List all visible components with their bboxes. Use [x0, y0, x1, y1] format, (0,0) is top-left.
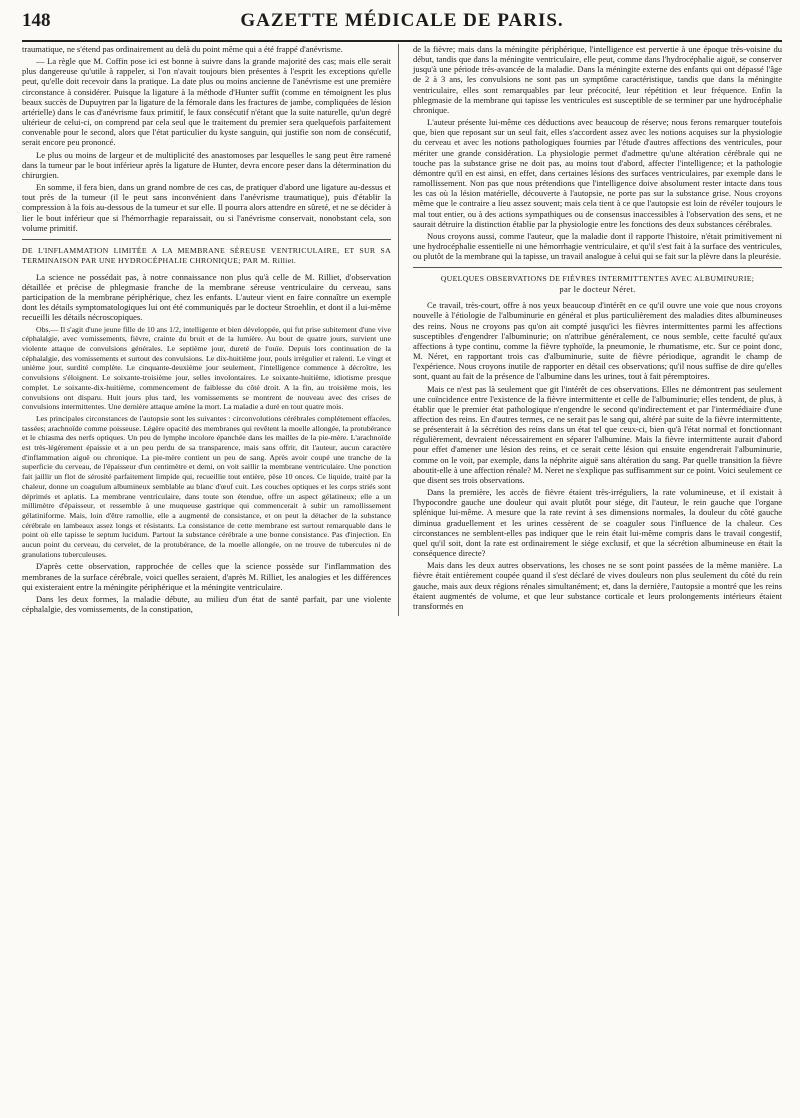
article-discussion: [22, 561, 391, 614]
paragraph: L'auteur présente lui-même ces déductions avec beaucoup de réserve; nous ferons remarquer toutefois que, bien que reposant sur un seul fait, elles s'accordent assez avec les notions acquises sur la physiologie du cerveau et avec les notions pathologiques fournies par l'étude d'autres affections des ventricules, pour mériter une grande considération. La physiologie permet d'admettre qu'une altération cérébrale qui ne touche pas la substance grise ne doit pas, au moins tout d'abord, affecter l'intelligence; et la pathologie démontre qu'il en est ainsi, en effet, dans certaines lésions des surfaces ventriculaires, par exemple dans le ramollissement. Non pas que nous prétendions que l'intelligence doive absolument rester intacte dans tous les cas où la lésion matérielle, découverte à l'autopsie, ne porte pas sur la substance grise. Nous croyons même que le contraire a lieu assez souvent; mais cela tient à ce que l'autopsie est loin de révéler toujours le mal tout entier, ou à des actions sympathiques ou de consensus inaccessibles à l'observation des sens, et ne saurait détruire la distinction établie par la physiologie entre les fonctions des deux substances cérébrales.: [413, 117, 782, 229]
paragraph: traumatique, ne s'étend pas ordinairement au delà du point même qui a été frappé d'anévrisme.: [22, 44, 343, 54]
article-author: par le docteur Néret.: [559, 284, 636, 295]
paragraph: Nous croyons aussi, comme l'auteur, que la maladie dont il rapporte l'histoire, n'était primitivement ni une hydrocéphalie essentielle ni une hémorrhagie ventriculaire, et qu'il s'est fait à la surface des ventricules, ou plutôt de la membrane qui la tapisse, un travail analogue à celui qui se fait sur la plèvre dans la pleurésie.: [413, 230, 782, 262]
paragraph: Le plus ou moins de largeur et de multiplicité des anastomoses par lesquelles le sang peut être ramené dans la tumeur par le bout inférieur après la ligature de Hunter, devra encore peser dans la détermination du chirurgien.: [22, 149, 391, 180]
paragraph: — La règle que M. Coffin pose ici est bonne à suivre dans la grande majorité des cas; mais elle serait plus dangereuse qu'utile à rappeler, si l'on n'avait toujours bien présentes à l'esprit les exceptions qu'elle peut, qu'elle doit recevoir dans la pratique. La date plus ou moins ancienne de l'anévrisme est une première circonstance à considérer. Puisque la ligature à la méthode d'Hunter suffit (comme en témoignent les plus beaux succès de Dupuytren par la ligature de la fémorale dans les fractures de jambe, compliquées de lésion artérielle) dans le cas d'anévrisme faux primitif, le faux consécutif n'étant que la suite naturelle, qu'un degré ultérieur de celui-ci, on comprend par cela seul que le traitement du premier sera quelquefois parfaitement convenable pour le second, alors que l'état particulier du kyste sanguin, qui justifie son nom de consécutif, serait encore peu prononcé.: [22, 56, 391, 148]
article-intro: [22, 272, 391, 323]
journal-title: GAZETTE MÉDICALE DE PARIS.: [240, 10, 564, 31]
header-rule: [22, 40, 782, 42]
page-number: 148: [22, 10, 51, 31]
paragraph: La science ne possédait pas, à notre connaissance non plus qu'à celle de M. Rilliet, d'observation détaillée et précise de phlegmasie franche de la membrane séreuse ventriculaire du cerveau, sans participation de la membrane périphérique, chez les enfants. L'auteur vient en faire connaître un exemple dont les détails symptomatologiques lui ont été communiqués par le docteur Stroehlin, et dont il a lui-même recueilli les détails nécroscopiques.: [22, 271, 391, 323]
paragraph: de la fièvre; mais dans la méningite périphérique, l'intelligence est pervertie à une époque très-voisine du début, tandis que dans la méningite ventriculaire, elle peut, comme dans l'hydrocéphalie aiguë, se conserver jusqu'à une période très-avancée de la maladie. Dans la méningite externe des enfants qui ont dépassé l'âge de 2 à 3 ans, les convulsions ne sont pas un symptôme caractéristique, tandis que dans la méningite ventriculaire, elles sont remarquables par leur précocité, leur répétition et leur fréquence. Enfin la phlegmasie de la membrane qui tapisse les ventricules est susceptible de se terminer par une hydrocéphalie chronique.: [413, 44, 782, 115]
column-left: [22, 44, 399, 616]
section-divider-2: [413, 267, 782, 268]
column-right-paragraphs: [413, 44, 782, 261]
article-title: DE L'INFLAMMATION LIMITÉE A LA MEMBRANE SÉREUSE VENTRICULAIRE, ET SUR SA TERMINAISON PAR UNE HYDROCÉPHALIE CHRONIQUE; PAR: [22, 245, 391, 265]
article-heading-rilliet: [22, 246, 391, 266]
paragraph: Ce travail, très-court, offre à nos yeux beaucoup d'intérêt en ce qu'il ouvre une voie que nous croyons nouvelle à l'étiologie de l'albuminurie en général et plus particulièrement des maladies dites albumineuses des reins. Nous ne croyons pas qu'on ait compté jusqu'ici les fièvres intermittentes parmi les affections susceptibles d'engendrer l'albuminurie; on n'attribue généralement, ce nous semble, cette faculté qu'aux affections à type continu, comme la fièvre typhoïde, la pneumonie, le rhumatisme, etc. Sur ce point donc, M. Néret, en rapportant trois cas d'albuminurie, suite de fièvre périodique, agrandit le champ de l'expérience. Nous croyons inutile de rapporter en détail ces observations; qu'il nous suffise de dire qu'elles sont, quant au fait de la présence de l'albumine dans les urines, tout à fait péremptoires.: [413, 300, 782, 382]
article-heading-neret: [413, 274, 782, 294]
paragraph: En somme, il fera bien, dans un grand nombre de ces cas, de pratiquer d'abord une ligature au-dessus et tout près de la tumeur (il le peut sans inconvénient dans l'anévrisme traumatique), puis d'établir la compression à la fois au-dessous de la tumeur et sur elle. Il pourra alors attendre en sûreté, et ne se décider à lier le bout inférieur que si l'hémorrhagie reparaissait, ou si l'anévrisme conservait, nonobstant cela, son volume primitif.: [22, 182, 391, 233]
paragraph: Obs.— Il s'agit d'une jeune fille de 10 ans 1/2, intelligente et bien développée, qui fut prise subitement d'une vive céphalalgie, avec vomissements, fièvre, crainte du bruit et de la lumière. Au bout de quatre jours, survient une violente attaque de convulsions générales. Le septième jour, dureté de l'ouïe. Depuis lors continuation de la céphalalgie, des vomissements et surtout des convulsions. Le dix-huitième jour, pouls irrégulier et ralenti. Le vingt et unième jour, surdité complète. Le cinquante-deuxième jour seulement, l'intelligence commence à décroître, les convulsions s'éloignent. Le soixante-troisième jour, selles involontaires. Le soixante-huitième, idiotisme presque complet. Le soixante-dix-huitième, commencement de faiblesse du côté droit. A la fin, au troisième mois, les convulsions ont disparu. Huit jours plus tard, les vomissements se montrent de nouveau avec des crises de convulsions intermittentes. Une dernière attaque amène la mort. La maladie a duré en tout quatre mois.: [22, 324, 391, 412]
article-title: QUELQUES OBSERVATIONS DE FIÈVRES INTERMITTENTES AVEC ALBUMINURIE;: [440, 274, 755, 284]
paragraph: Dans les deux formes, la maladie débute, au milieu d'un état de santé parfait, par une violente céphalalgie, des vomissements, de la constipation,: [22, 593, 391, 615]
paragraph: D'après cette observation, rapprochée de celles que la science possède sur l'inflammation des membranes de la surface cérébrale, voici quelles seraient, d'après M. Rilliet, les analogies et les différences qui existeraient entre la méningite périphérique et la méningite ventriculaire.: [22, 561, 391, 592]
article-author: M. Rilliet.: [260, 255, 297, 265]
page-header: [22, 10, 782, 36]
observation-block: [22, 325, 391, 560]
paragraph: Dans la première, les accès de fièvre étaient très-irréguliers, la rate volumineuse, et il existait à l'hypocondre gauche une douleur qui avait plutôt pour siége, dit l'auteur, le rein gauche que l'organe splénique lui-même. A mesure que la rate revint à ses dimensions normales, la douleur du côté gauche diminua graduellement et les urines cessèrent de se coaguler sous l'influence de la chaleur. Ces circonstances ne semblent-elles pas indiquer que le rein était lui-même compris dans le travail congestif, quel qu'il soit, dont la rate est ordinairement le siége exclusif, et que la sécrétion albumineuse en était la conséquence directe?: [413, 487, 782, 559]
column-left-paragraphs: [22, 44, 391, 233]
section-divider: [22, 239, 391, 240]
column-right: [413, 44, 782, 616]
text-columns: [22, 44, 782, 616]
article-body: [413, 300, 782, 611]
paragraph: Mais dans les deux autres observations, les choses ne se sont point passées de la même manière. La fièvre était entièrement coupée quand il s'est déclaré de vives douleurs non plus seulement du côté du rein gauche, mais aux deux régions rénales simultanément; et, dans la dernière, l'autopsie a montré que les reins étaient augmentés de volume, et que leur substance corticale et leurs prolongements intérieurs étaient transformés en: [413, 560, 782, 611]
paragraph: Mais ce n'est pas là seulement que git l'intérêt de ces observations. Elles ne démontrent pas seulement une coïncidence entre l'existence de la fièvre intermittente et celle de l'albuminurie; elles tendent, de plus, à établir que le premier état pathologique n'engendre le second qu'indirectement et par l'intermédiaire d'une affection des reins. En d'autres termes, ce ne serait pas le sang qui, altéré par suite de la fièvre intermittente, se présenterait à la sécrétion des reins dans un état tel que ceux-ci, bien qu'à l'état normal et fonctionnant régulièrement, devraient nécessairement en séparer l'albumine. Mais la fièvre intermittente aurait d'abord pour effet d'amener une lésion des reins, et ce serait cette lésion qui ensuite engendrerait l'albuminurie, comme on le voit, par exemple, dans la néphrite aiguë sans altération du sang. Par quelle transition la fièvre aboutit-elle à une affection rénale? M. Neret ne s'explique pas suffisamment sur ce point. Voici seulement ce que disent ses trois observations.: [413, 383, 782, 485]
paragraph: Les principales circonstances de l'autopsie sont les suivantes : circonvolutions cérébrales complétement effacées, tassées; arachnoïde comme poisseuse. Légère opacité des membranes qui revêtent la moelle allongée, la protubérance et le chiasma des nerfs optiques. Un peu de lymphe incolore épanchée dans les mailles de la pie-mère. L'arachnoïde est très-légèrement épaissie et a un peu perdu de sa transparence, mais sans offrir, dit l'auteur, aucun caractère d'inflammation aiguë ou chronique. La pie-mère contient un peu de sang. Après avoir coupé une tranche de la superficie du cerveau, de l'épaisseur d'un centimètre et demi, on voit saillir la membrane ventriculaire. Une ponction fait jaillir un flot de sérosité parfaitement limpide qui, recueillie tout entière, pèse 10 onces. Ce liquide, traité par la chaleur, donne un coagulum albumineux semblable au blanc d'œuf cuit. Les couches optiques et les corps striés sont déprimés et aplatis. La membrane ventriculaire, dans toute son étendue, offre un aspect gélatineux; elle a un millimètre d'épaisseur, et ressemble à une muqueuse gastrique qui commencerait à subir un ramollissement gélatiniforme. Mais, loin d'être ramollie, elle a augmenté de consistance, et on peut la détacher de la substance cérébrale en lambeaux assez longs et résistants. La consistance de cette membrane est surtout remarquable dans le point où elle tapisse le septum lucidum. Partout la substance cérébrale a une bonne consistance. Pas d'injection. En aucun point du cerveau, du cervelet, de la protubérance, de la moelle allongée, on ne trouve de tubercules ni de granulations tuberculeuses.: [22, 413, 391, 559]
